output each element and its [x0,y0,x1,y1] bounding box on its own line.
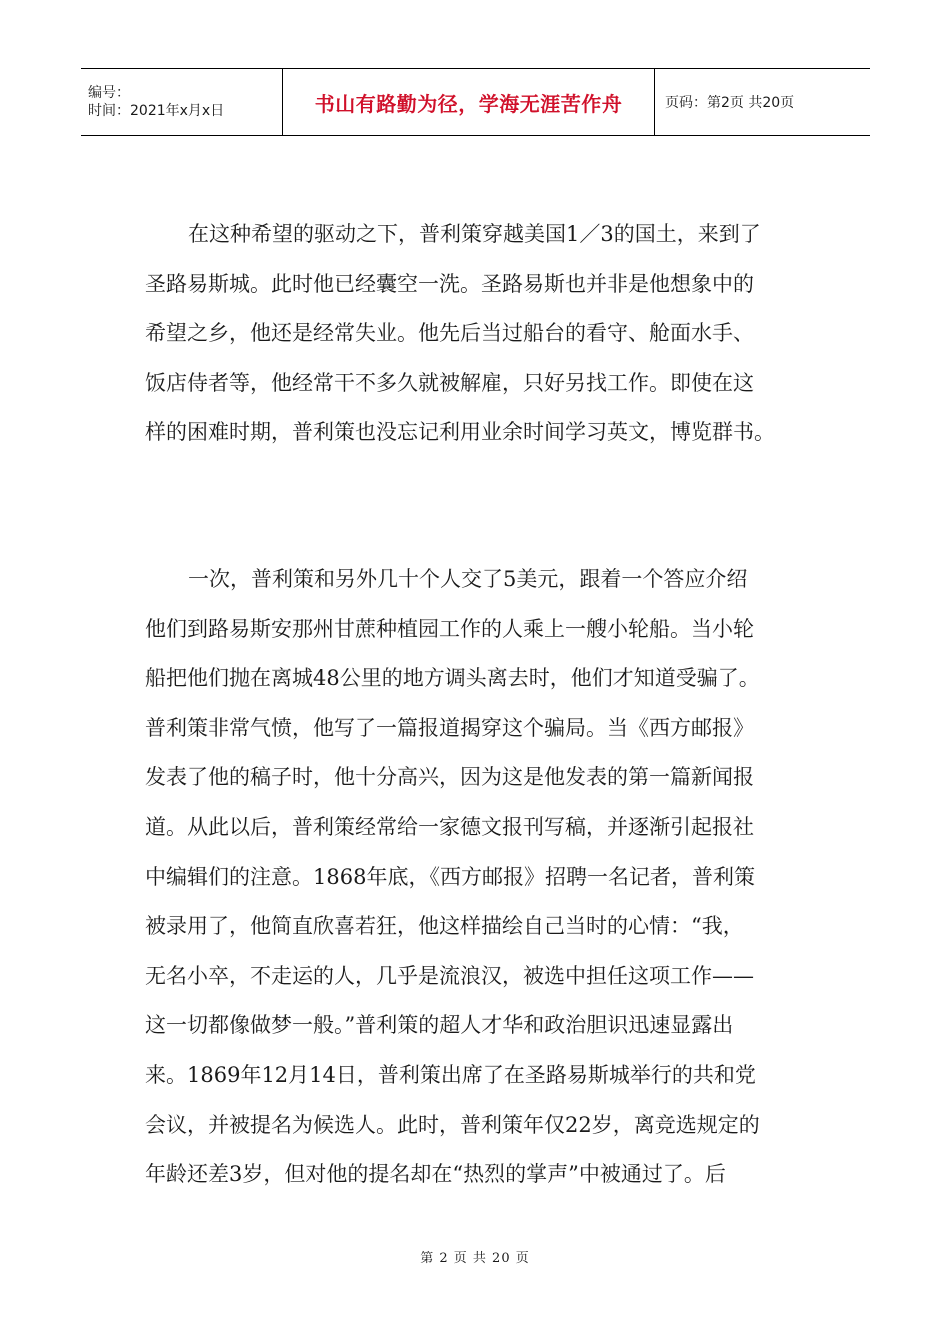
header-page-info: 页码：第2页 共20页 [665,95,795,111]
paragraph-line: 饭店侍者等，他经常干不多久就被解雇，只好另找工作。即使在这 [145,370,754,395]
paragraph-line: 这一切都像做梦一般。”普利策的超人才华和政治胆识迅速显露出 [145,1013,734,1038]
document-number-label: 编号： [88,85,130,101]
body-paragraph-2 [145,555,805,1200]
document-time-label: 时间：2021年x月x日 [88,103,225,119]
paragraph-line: 会议，并被提名为候选人。此时，普利策年仅22岁，离竞选规定的 [145,1112,760,1137]
paragraph-line: 希望之乡，他还是经常失业。他先后当过船台的看守、舱面水手、 [145,321,754,346]
paragraph-line: 被录用了，他简直欣喜若狂，他这样描绘自己当时的心情：“我， [145,914,744,939]
header-motto-cell [283,69,655,135]
paragraph-line: 样的困难时期，普利策也没忘记利用业余时间学习英文，博览群书。 [145,420,775,445]
page-footer: 第 2 页 共 20 页 [420,1251,530,1266]
paragraph-line: 无名小卒，不走运的人，几乎是流浪汉，被选中担任这项工作—— [145,963,754,988]
paragraph-line: 在这种希望的驱动之下，普利策穿越美国1／3的国土，来到了 [188,222,761,246]
paragraph-line: 中编辑们的注意。1868年底，《西方邮报》招聘一名记者，普利策 [145,864,755,889]
body-paragraph-1 [145,210,805,458]
paragraph-line: 船把他们抛在离城48公里的地方调头离去时，他们才知道受骗了。 [145,666,760,691]
header-page-cell [655,69,870,135]
paragraph-line: 道。从此以后，普利策经常给一家德文报刊写稿，并逐渐引起报社 [145,814,754,839]
paragraph-line: 来。1869年12月14日，普利策出席了在圣路易斯城举行的共和党 [145,1062,756,1087]
header-meta-cell [81,69,283,135]
paragraph-line: 他们到路易斯安那州甘蔗种植园工作的人乘上一艘小轮船。当小轮 [145,616,754,641]
paragraph-line: 年龄还差3岁，但对他的提名却在“热烈的掌声”中被通过了。后 [145,1162,726,1187]
page-header [81,68,870,136]
paragraph-line: 圣路易斯城。此时他已经囊空一洗。圣路易斯也并非是他想象中的 [145,271,754,296]
paragraph-line: 普利策非常气愤，他写了一篇报道揭穿这个骗局。当《西方邮报》 [145,715,754,740]
paragraph-line: 一次，普利策和另外几十个人交了5美元，跟着一个答应介绍 [188,567,748,591]
header-motto: 书山有路勤为径，学海无涯苦作舟 [314,91,623,116]
paragraph-line: 发表了他的稿子时，他十分高兴，因为这是他发表的第一篇新闻报 [145,765,754,790]
